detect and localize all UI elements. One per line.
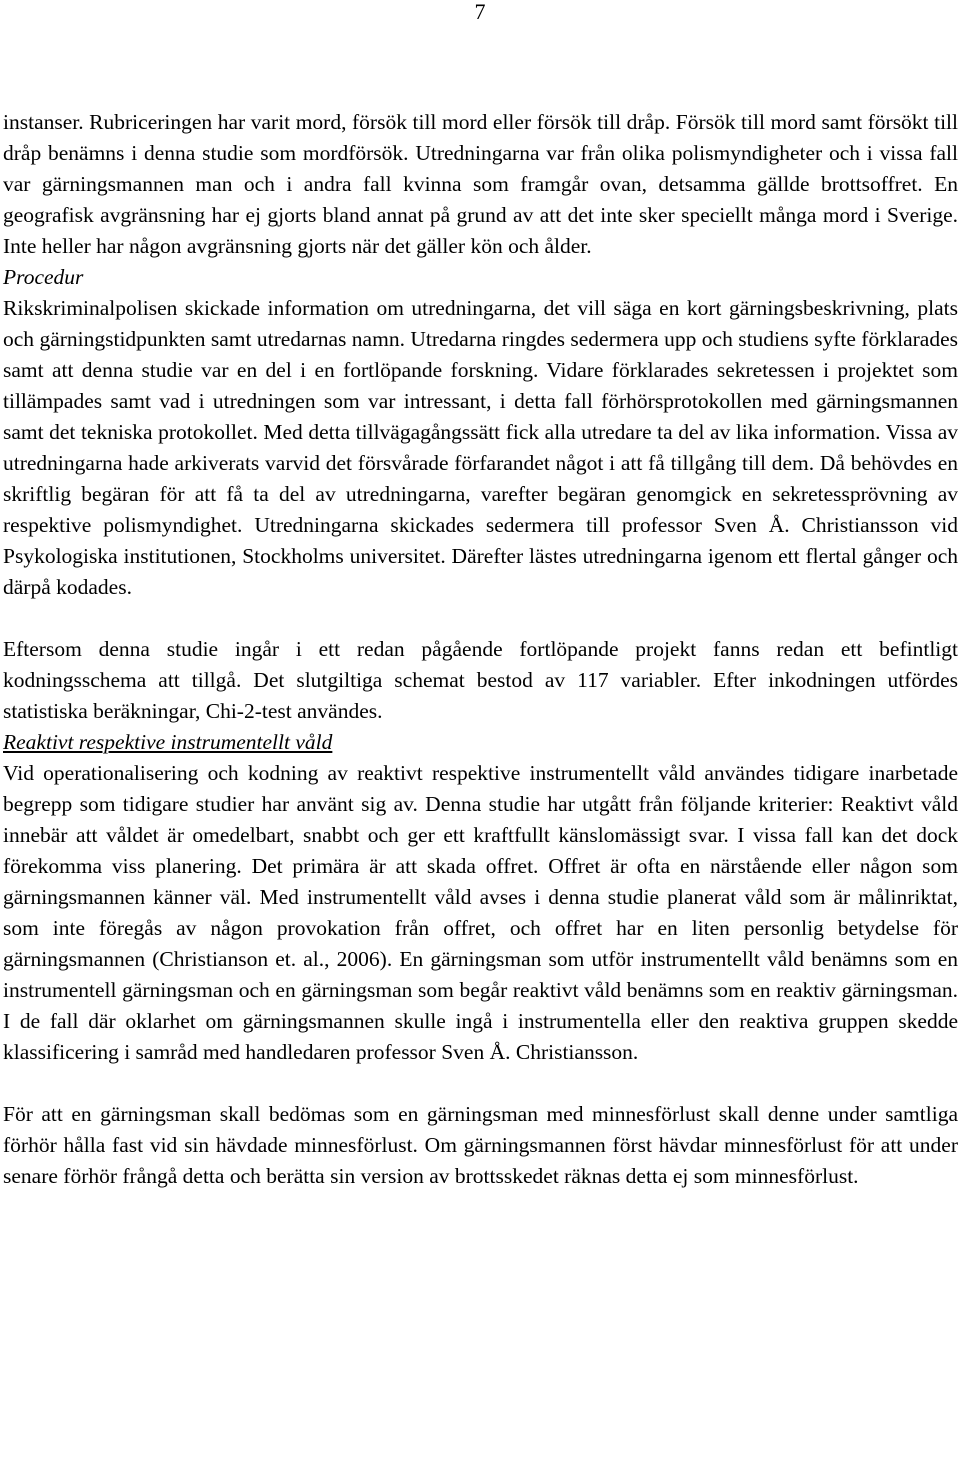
paragraph-intro: instanser. Rubriceringen har varit mord, försök till mord eller försök till dråp. Försök till mord samt försökt till dråp benämns i denna studie som mordförsök. Utredningarna var från olika polismyndigheter och i vissa fall var gärningsmannen man och i andra fall kvinna som framgår ovan, detsamma gällde brottsoffret. En geografisk avgränsning har ej gjorts bland annat på grund av att det inte sker speciellt många mord i Sverige. Inte heller har någon avgränsning gjorts när det gäller kön och ålder. — [3, 110, 958, 258]
paragraph-procedur: Rikskriminalpolisen skickade information om utredningarna, det vill säga en kort gärningsbeskrivning, plats och gärningstidpunkten samt utredarnas namn. Utredarna ringdes sedermera upp och studiens syfte förklarades samt att denna studie var en del i en fortlöpande forskning. Vidare förklarades sekretessen i projektet som tillämpades samt vad i utredningen som var intressant, i detta fall förhörsprotokollen med gärningsmannen samt det tekniska protokollet. Med detta tillvägagångssätt fick alla utredare ta del av lika information. Vissa av utredningarna hade arkiverats varvid det försvårade förfarandet något i att få tillgång till dem. Då behövdes en skriftlig begäran för att få ta del av utredningarna, varefter begäran genomgick en sekretessprövning av respektive polismyndighet. Utredningarna skickades sedermera till professor Sven Å. Christiansson vid Psykologiska institutionen, Stockholms universitet. Därefter lästes utredningarna igenom ett flertal gånger och därpå kodades. — [3, 296, 958, 599]
paragraph-kodning: Eftersom denna studie ingår i ett redan pågående fortlöpande projekt fanns redan ett befintligt kodningsschema att tillgå. Det slutgiltiga schemat bestod av 117 variabler. Efter inkodningen utfördes statistiska beräkningar, Chi-2-test användes. — [3, 637, 958, 723]
heading-procedur: Procedur — [3, 265, 84, 289]
page-number: 7 — [474, 0, 486, 24]
document-body — [3, 107, 958, 1192]
heading-reaktivt-instrumentellt: Reaktivt respektive instrumentellt våld — [3, 730, 333, 754]
paragraph-minnesforlust: För att en gärningsman skall bedömas som en gärningsman med minnesförlust skall denne under samtliga förhör hålla fast vid sin hävdade minnesförlust. Om gärningsmannen först hävdar minnesförlust för att under senare förhör frångå detta och berätta sin version av brottsskedet räknas detta ej som minnesförlust. — [3, 1102, 958, 1188]
paragraph-reaktivt: Vid operationalisering och kodning av reaktivt respektive instrumentellt våld användes tidigare inarbetade begrepp som tidigare studier har använt sig av. Denna studie har utgått från följande kriterier: Reaktivt våld innebär att våldet är omedelbart, snabbt och ger ett kraftfullt känslomässigt svar. I vissa fall kan det dock förekomma viss planering. Det primära är att skada offret. Offret är ofta en närstående eller någon som gärningsmannen känner väl. Med instrumentellt våld avses i denna studie planerat våld som är målinriktat, som inte föregås av någon provokation från offret, och offret har en liten personlig betydelse för gärningsmannen (Christianson et. al., 2006). En gärningsman som utför instrumentellt våld benämns som en instrumentell gärningsman och en gärningsman som begår reaktivt våld benämns som en reaktiv gärningsman. I de fall där oklarhet om gärningsmannen skulle ingå i instrumentella eller den reaktiva gruppen skedde klassificering i samråd med handledaren professor Sven Å. Christiansson. — [3, 761, 958, 1064]
